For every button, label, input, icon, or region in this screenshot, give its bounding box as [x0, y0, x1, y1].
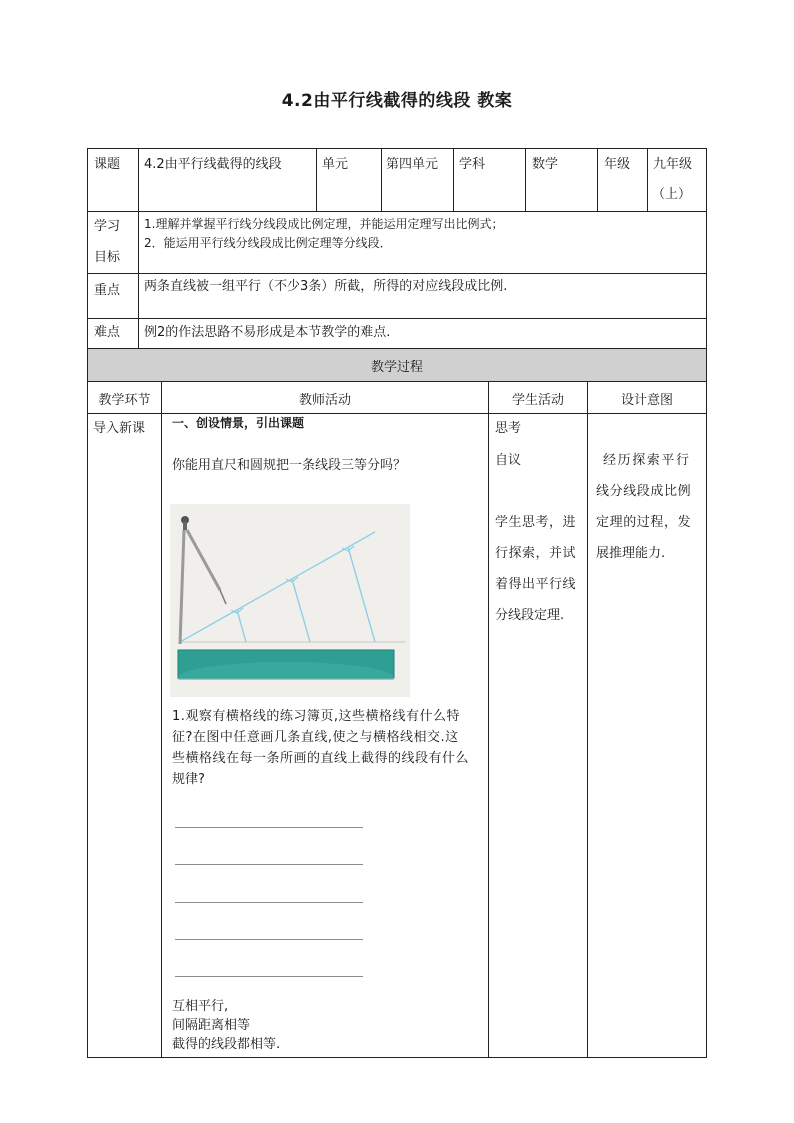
process-col-divider: [587, 381, 588, 1058]
objectives-label-2: 目标: [94, 250, 121, 265]
compass-ruler-drawing: [170, 504, 410, 697]
observe-text: 些横格线在每一条所画的直线上截得的线段有什么: [172, 751, 470, 766]
objective-item: 2．能运用平行线分线段成比例定理等分线段．: [144, 236, 392, 250]
table-row-divider: [87, 318, 707, 319]
topic-label: 课题: [94, 157, 121, 172]
process-col-divider: [161, 381, 162, 1058]
ruled-line: [175, 864, 363, 865]
key-point-label: 重点: [94, 283, 121, 298]
stage-label: 导入新课: [93, 421, 146, 436]
table-border-left: [87, 148, 88, 1058]
info-col-divider: [453, 148, 454, 211]
student-activity: 思考: [495, 421, 522, 436]
info-col-divider: [381, 148, 382, 211]
unit-label: 单元: [322, 157, 349, 172]
section-heading: 一、创设情景，引出课题: [172, 416, 305, 430]
table-row-divider: [87, 273, 707, 274]
grade-value-term: （上）: [652, 187, 692, 202]
ruled-line: [175, 902, 363, 903]
column-header-stage: 教学环节: [98, 393, 151, 408]
grade-value: 九年级: [653, 157, 693, 172]
subject-label: 学科: [459, 157, 486, 172]
observe-text: 征?在图中任意画几条直线,使之与横格线相交.这: [172, 730, 459, 745]
info-col-divider: [316, 148, 317, 211]
topic-value: 4.2由平行线截得的线段: [144, 157, 282, 172]
difficulty-label: 难点: [94, 325, 121, 340]
answer-text: 截得的线段都相等.: [172, 1037, 281, 1052]
design-intent: 线分线段成比例: [596, 484, 692, 499]
design-intent: 展推理能力.: [596, 546, 666, 561]
table-border-top: [87, 148, 707, 149]
answer-text: 互相平行,: [172, 999, 229, 1014]
difficulty-text: 例2的作法思路不易形成是本节教学的难点.: [144, 325, 391, 340]
design-intent: 定理的过程，发: [596, 515, 692, 530]
answer-text: 间隔距离相等: [172, 1018, 251, 1033]
table-border-bottom: [87, 1057, 707, 1058]
student-activity: 自议: [495, 453, 522, 468]
observe-text: 规律?: [172, 772, 205, 787]
subject-value: 数学: [532, 157, 559, 172]
column-header-teacher: 教师活动: [298, 393, 351, 408]
design-intent: 经历探索平行: [603, 453, 691, 468]
process-col-divider: [488, 381, 489, 1058]
info-col-divider: [647, 148, 648, 211]
ruled-line: [175, 939, 363, 940]
label-col-divider: [138, 148, 139, 348]
grade-label: 年级: [604, 157, 631, 172]
info-col-divider: [597, 148, 598, 211]
table-border-right: [706, 148, 707, 1058]
table-row-divider: [87, 381, 707, 382]
teacher-question: 你能用直尺和圆规把一条线段三等分吗？: [172, 458, 407, 473]
ruled-line: [175, 976, 363, 977]
student-activity: 学生思考，进: [495, 515, 577, 530]
observe-text: 1.观察有横格线的练习簿页,这些横格线有什么特: [172, 709, 461, 724]
page-title: 4.2由平行线截得的线段 教案: [281, 91, 513, 111]
key-point-text: 两条直线被一组平行（不少3条）所截，所得的对应线段成比例.: [144, 279, 508, 294]
process-header: 教学过程: [370, 360, 423, 375]
objectives-label: 学习: [94, 219, 121, 234]
table-row-divider: [87, 211, 707, 212]
ruled-line: [175, 827, 363, 828]
student-activity: 行探索，并试: [495, 546, 577, 561]
student-activity: 分线段定理.: [495, 608, 565, 623]
info-col-divider: [525, 148, 526, 211]
compass-ruler-illustration: [170, 504, 410, 697]
unit-value: 第四单元: [386, 157, 439, 172]
column-header-design: 设计意图: [620, 393, 673, 408]
student-activity: 着得出平行线: [495, 577, 577, 592]
objective-item: 1.理解并掌握平行线分线段成比例定理，并能运用定理写出比例式；: [144, 217, 504, 231]
column-header-student: 学生活动: [511, 393, 564, 408]
